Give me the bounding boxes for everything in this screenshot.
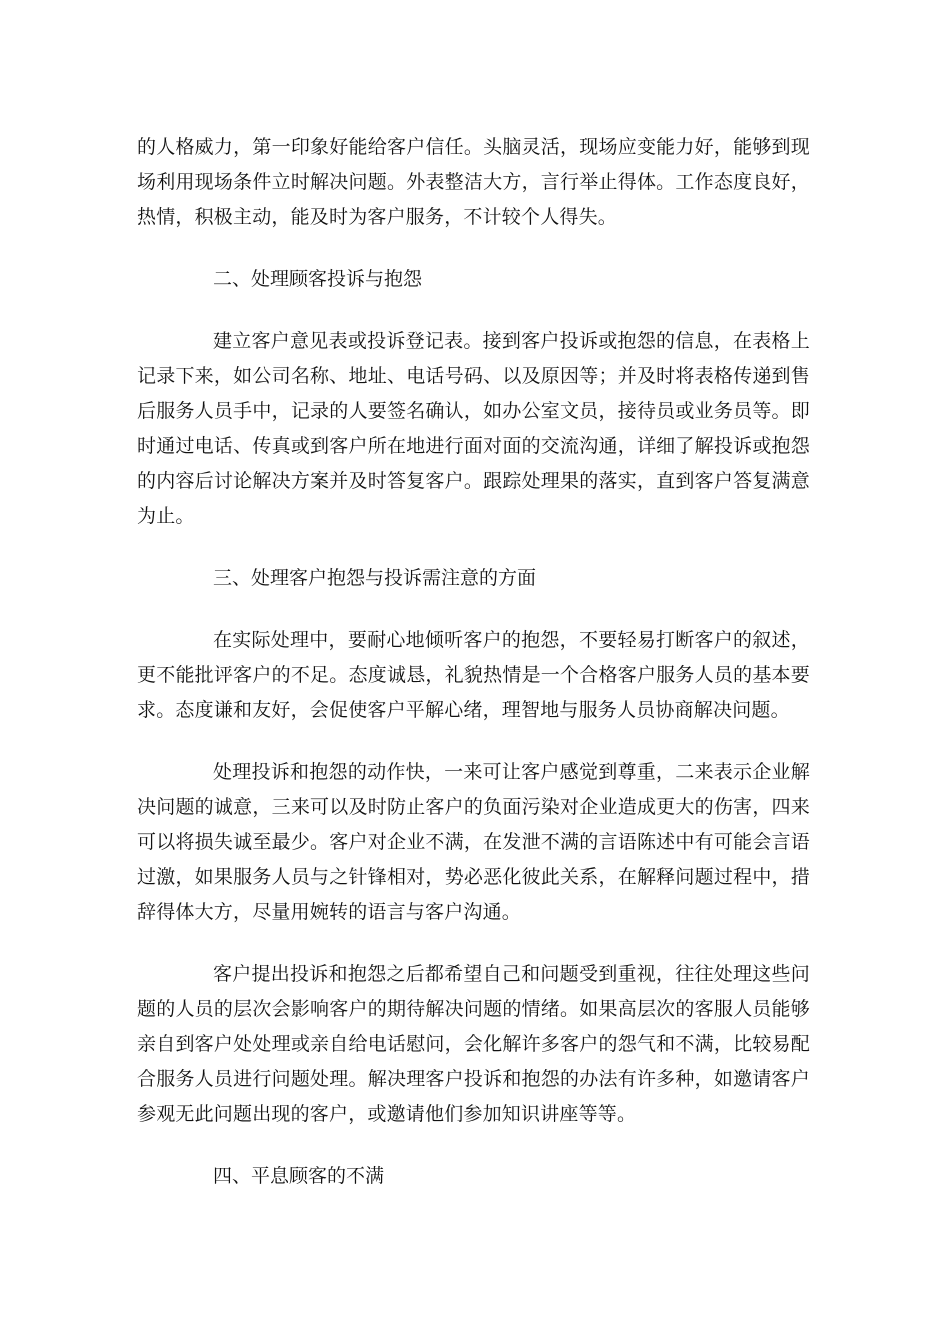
paragraph-continuation: 的人格威力，第一印象好能给客户信任。头脑灵活，现场应变能力好，能够到现场利用现场条件立时解决问题。外表整洁大方，言行举止得体。工作态度良好，热情，积极主动，能及时为客户服务，不计较个人得失。 xyxy=(137,136,810,228)
paragraph-listen-patiently: 在实际处理中，要耐心地倾听客户的抱怨，不要轻易打断客户的叙述，更不能批评客户的不足。态度诚恳，礼貌热情是一个合格客户服务人员的基本要求。态度谦和友好，会促使客户平解心绪，理智地与服务人员协商解决问题。 xyxy=(137,629,810,721)
document-page xyxy=(137,130,810,1194)
paragraph-complaint-registration: 建立客户意见表或投诉登记表。接到客户投诉或抱怨的信息，在表格上记录下来，如公司名称、地址、电话号码、以及原因等；并及时将表格传递到售后服务人员手中，记录的人要签名确认，如办公室文员，接待员或业务员等。即时通过电话、传真或到客户所在地进行面对面的交流沟通，详细了解投诉或抱怨的内容后讨论解决方案并及时答复客户。跟踪处理果的落实，直到客户答复满意为止。 xyxy=(137,330,810,527)
section-heading-4: 四、平息顾客的不满 xyxy=(213,1165,385,1187)
paragraph-senior-staff: 客户提出投诉和抱怨之后都希望自己和问题受到重视，往往处理这些问题的人员的层次会影响客户的期待解决问题的情绪。如果高层次的客服人员能够亲自到客户处处理或亲自给电话慰问，会化解许多客户的怨气和不满，比较易配合服务人员进行问题处理。解决理客户投诉和抱怨的办法有许多种，如邀请客户参观无此问题出现的客户，或邀请他们参加知识讲座等等。 xyxy=(137,963,810,1125)
paragraph-act-quickly: 处理投诉和抱怨的动作快，一来可让客户感觉到尊重，二来表示企业解决问题的诚意，三来可以及时防止客户的负面污染对企业造成更大的伤害，四来可以将损失诚至最少。客户对企业不满，在发泄不满的言语陈述中有可能会言语过激，如果服务人员与之针锋相对，势必恶化彼此关系，在解释问题过程中，措辞得体大方，尽量用婉转的语言与客户沟通。 xyxy=(137,761,810,923)
section-heading-2: 二、处理顾客投诉与抱怨 xyxy=(213,268,423,290)
section-heading-3: 三、处理客户抱怨与投诉需注意的方面 xyxy=(213,567,537,589)
